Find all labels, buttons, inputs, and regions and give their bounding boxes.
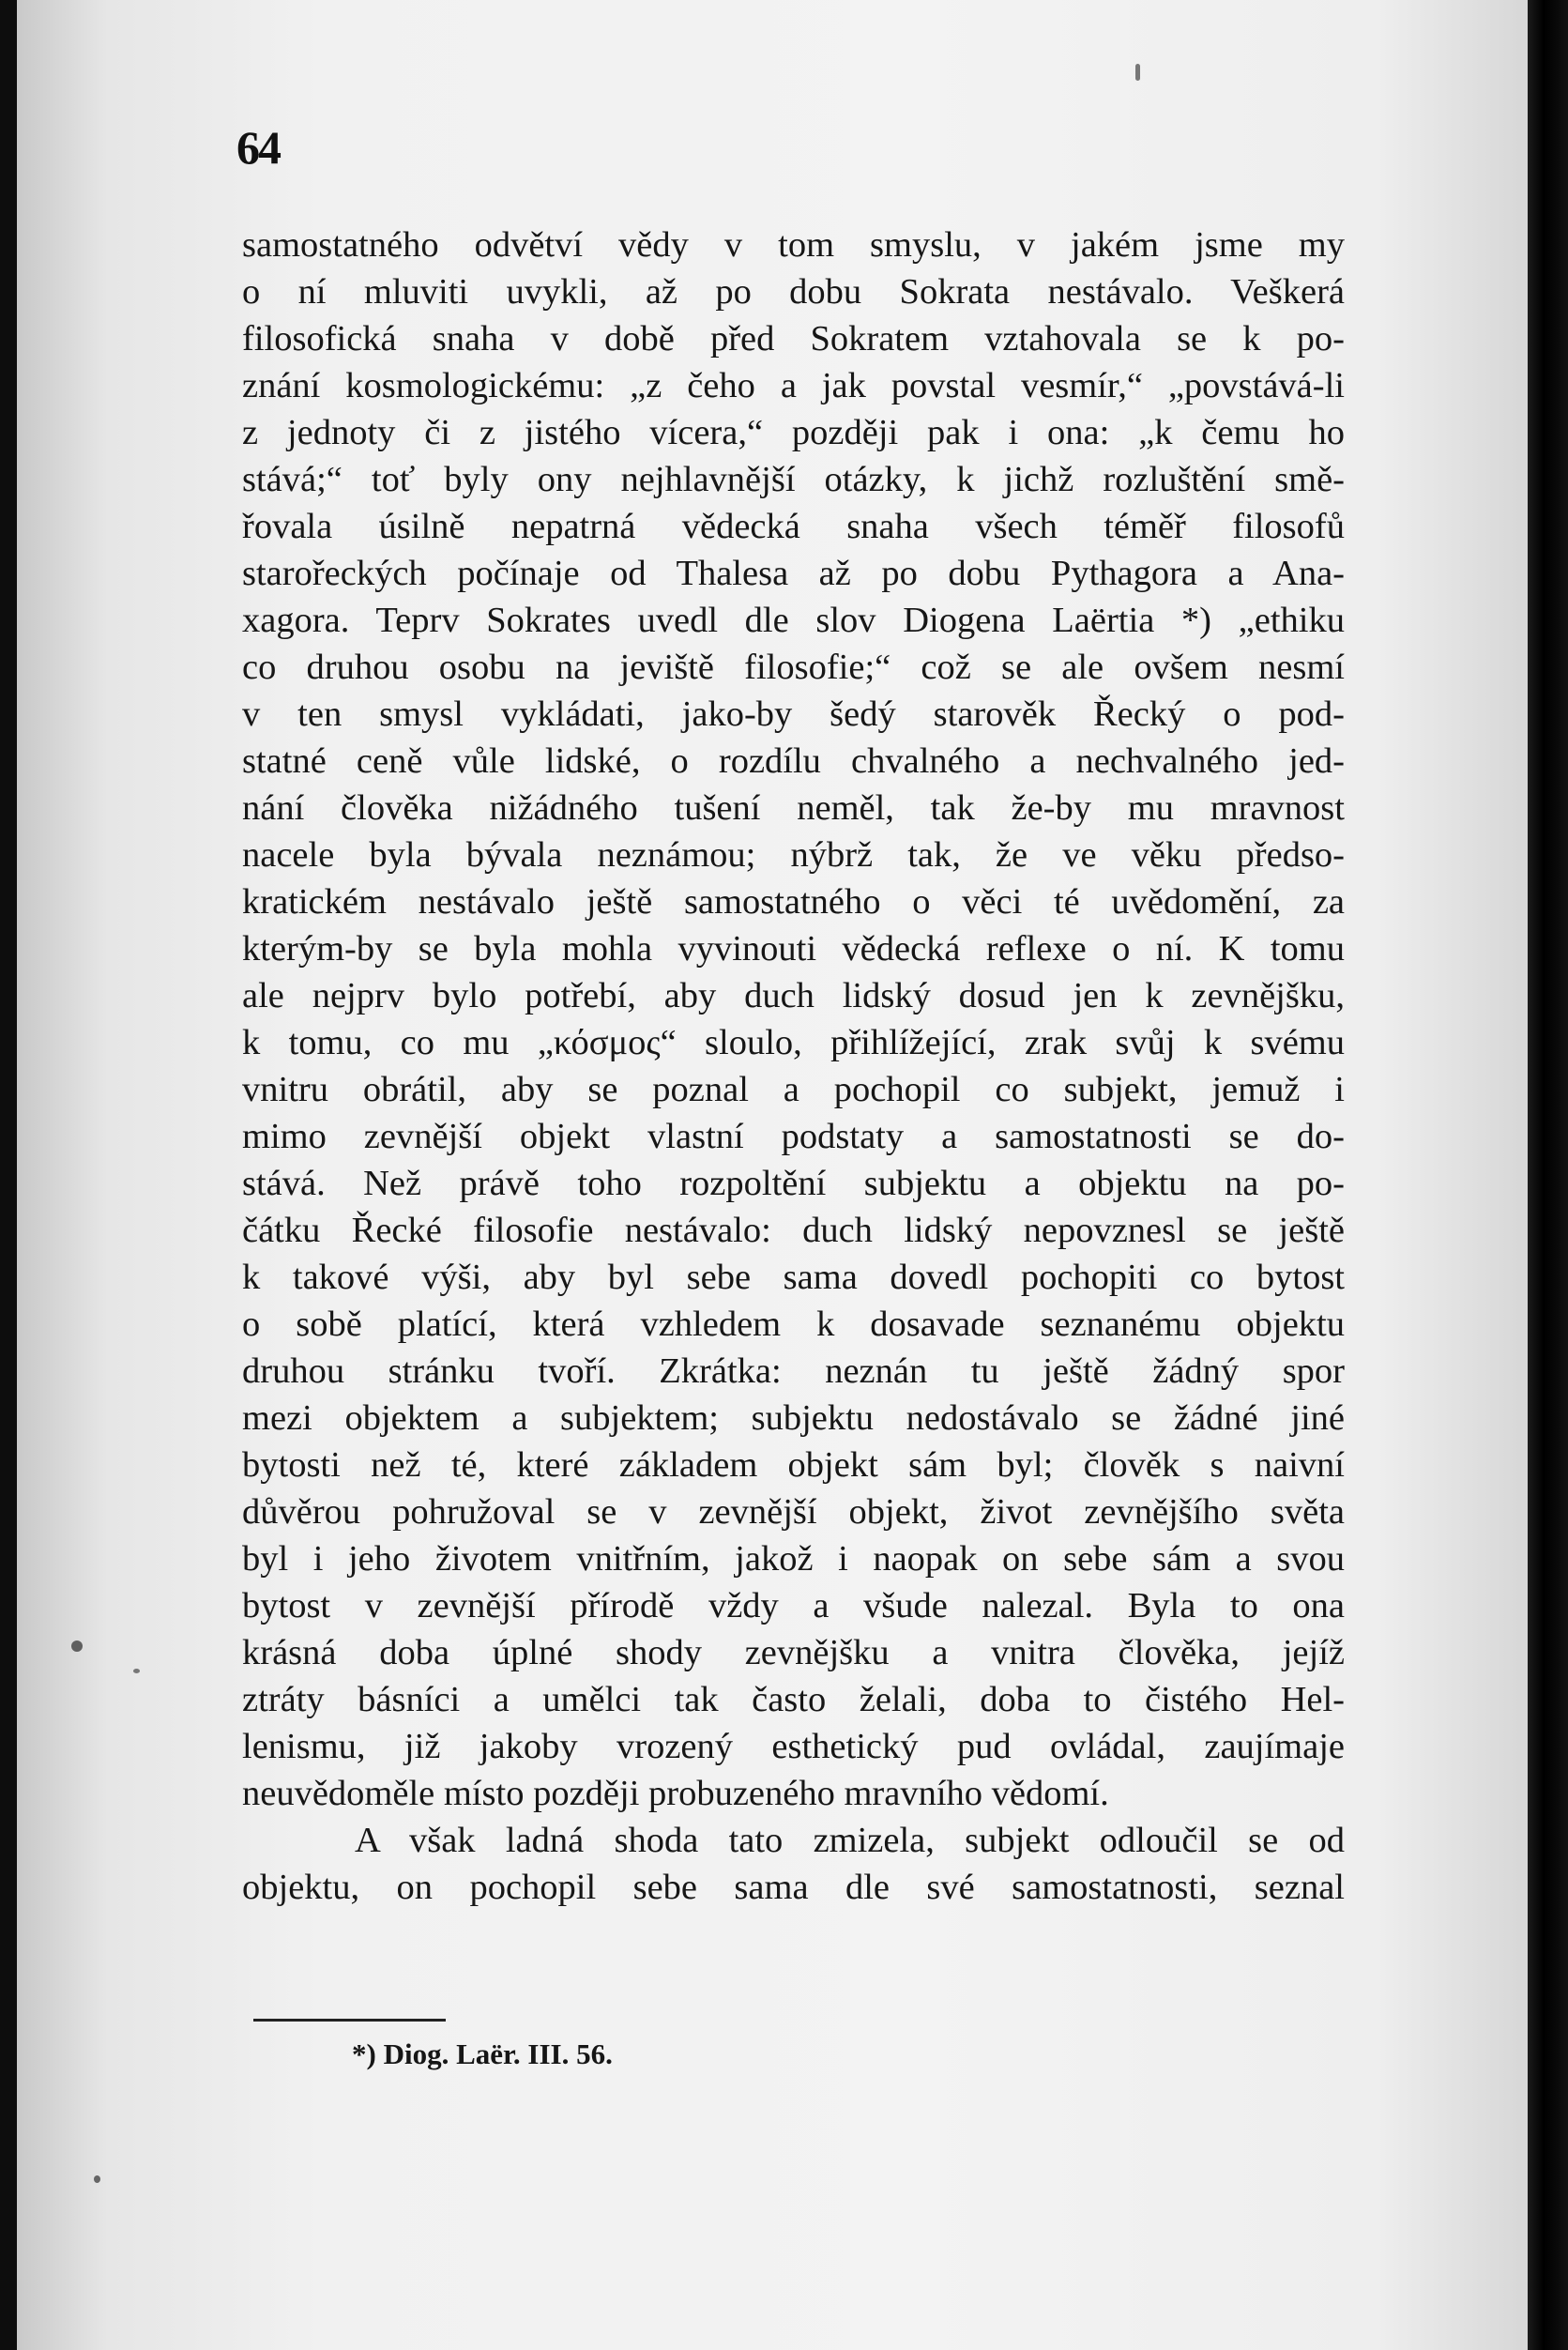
scan-speck <box>71 1640 83 1652</box>
footnote-rule <box>253 2019 446 2022</box>
text-line: vnitru obrátil, aby se poznal a pochopil co subjekt, jemuž i <box>242 1070 1345 1109</box>
text-line: byl i jeho životem vnitřním, jakož i naopak on sebe sám a svou <box>242 1539 1345 1579</box>
text-line: A však ladná shoda tato zmizela, subjekt odloučil se od <box>355 1821 1345 1860</box>
text-line: ale nejprv bylo potřebí, aby duch lidský dosud jen k zevnějšku, <box>242 976 1345 1015</box>
text-line: k tomu, co mu „κόσμος“ sloulo, přihlížející, zrak svůj k svému <box>242 1023 1345 1062</box>
scan-speck <box>94 2175 100 2183</box>
text-line: znání kosmologickému: „z čeho a jak povstal vesmír,“ „povstává-li <box>242 366 1345 405</box>
text-line: objektu, on pochopil sebe sama dle své samostatnosti, seznal <box>242 1868 1345 1907</box>
text-line: bytosti než té, které základem objekt sám byl; člověk s naivní <box>242 1445 1345 1485</box>
text-line: krásná doba úplné shody zevnějšku a vnitra člověka, jejíž <box>242 1633 1345 1672</box>
text-line: řovala úsilně nepatrná vědecká snaha všech téměř filosofů <box>242 507 1345 546</box>
text-line: neuvědoměle místo později probuzeného mravního vědomí. <box>242 1774 1109 1813</box>
text-line: bytost v zevnější přírodě vždy a všude nalezal. Byla to ona <box>242 1586 1345 1625</box>
text-line: kratickém nestávalo ještě samostatného o věci té uvědomění, za <box>242 882 1345 922</box>
text-line: stává;“ toť byly ony nejhlavnější otázky, k jichž rozluštění smě- <box>242 460 1345 499</box>
text-line: starořeckých počínaje od Thalesa až po dobu Pythagora a Ana- <box>242 554 1345 593</box>
text-line: stává. Než právě toho rozpoltění subjektu a objektu na po- <box>242 1164 1345 1203</box>
page-number: 64 <box>236 121 280 174</box>
text-line: v ten smysl vykládati, jako-by šedý starověk Řecký o pod- <box>242 694 1345 734</box>
text-line: kterým-by se byla mohla vyvinouti vědecká reflexe o ní. K tomu <box>242 929 1345 969</box>
text-line: mezi objektem a subjektem; subjektu nedostávalo se žádné jiné <box>242 1398 1345 1438</box>
text-line: samostatného odvětví vědy v tom smyslu, v jakém jsme my <box>242 225 1345 265</box>
text-line: o sobě platící, která vzhledem k dosavade seznanému objektu <box>242 1305 1345 1344</box>
text-line: mimo zevnější objekt vlastní podstaty a samostatnosti se do- <box>242 1117 1345 1156</box>
text-line: lenismu, již jakoby vrozený esthetický pud ovládal, zaujímaje <box>242 1727 1345 1766</box>
text-line: nacele byla bývala neznámou; nýbrž tak, že ve věku předso- <box>242 835 1345 875</box>
text-line: z jednoty či z jistého vícera,“ později pak i ona: „k čemu ho <box>242 413 1345 452</box>
text-line: o ní mluviti uvykli, až po dobu Sokrata nestávalo. Veškerá <box>242 272 1345 312</box>
text-line: filosofická snaha v době před Sokratem vztahovala se k po- <box>242 319 1345 359</box>
text-line: xagora. Teprv Sokrates uvedl dle slov Diogena Laërtia *) „ethiku <box>242 601 1345 640</box>
text-line: čátku Řecké filosofie nestávalo: duch lidský nepovznesl se ještě <box>242 1211 1345 1250</box>
text-line: nání člověka nižádného tušení neměl, tak že-by mu mravnost <box>242 788 1345 828</box>
text-line: důvěrou pohružoval se v zevnější objekt, život zevnějšího světa <box>242 1492 1345 1532</box>
scan-speck <box>1135 64 1140 81</box>
text-line: co druhou osobu na jeviště filosofie;“ což se ale ovšem nesmí <box>242 648 1345 687</box>
main-text <box>242 221 1345 1911</box>
text-line: k takové výši, aby byl sebe sama dovedl pochopiti co bytost <box>242 1258 1345 1297</box>
text-line: statné ceně vůle lidské, o rozdílu chvalného a nechvalného jed- <box>242 741 1345 781</box>
footnote: *) Diog. Laër. III. 56. <box>352 2037 613 2070</box>
text-line: druhou stránku tvoří. Zkrátka: neznán tu ještě žádný spor <box>242 1351 1345 1391</box>
book-edge-shadow <box>1528 0 1568 2350</box>
scan-speck <box>133 1669 140 1673</box>
text-line: ztráty básníci a umělci tak často želali, doba to čistého Hel- <box>242 1680 1345 1719</box>
